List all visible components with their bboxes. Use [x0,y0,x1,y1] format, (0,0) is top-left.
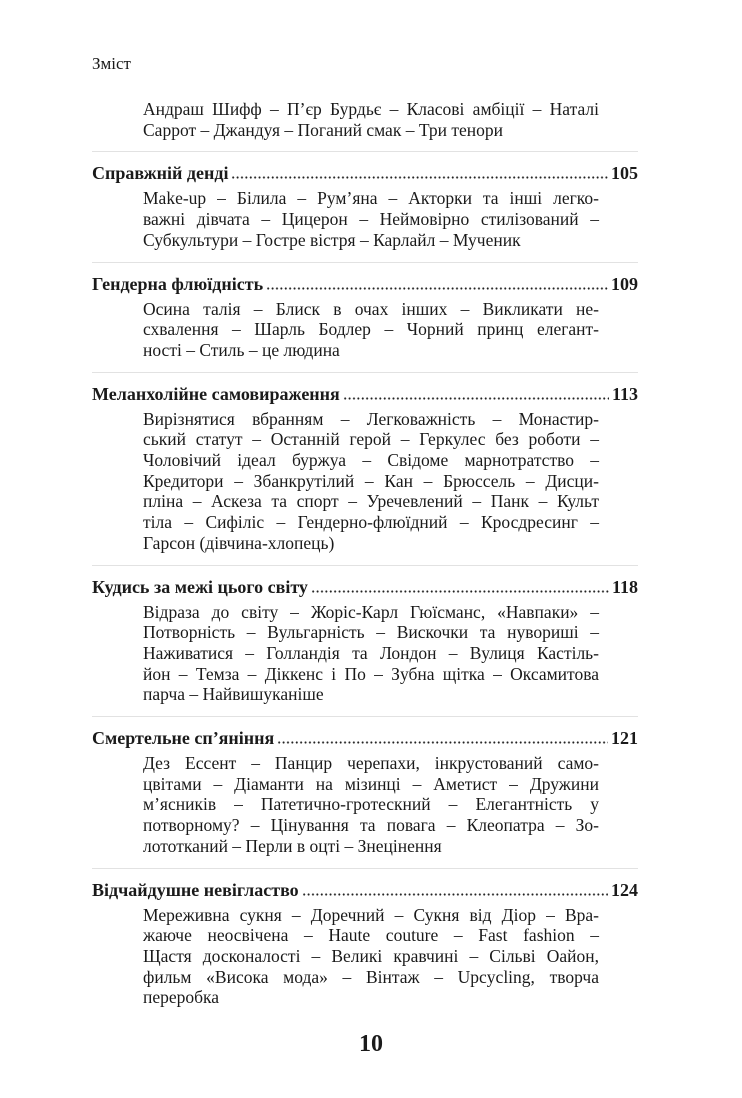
toc-entry [92,151,638,250]
chapter-page: 105 [611,163,638,184]
description-line: м’ясників – Патетично-гротескний – Елегантність у [143,794,599,815]
chapter-page: 109 [611,273,638,294]
description-line: ський статут – Останній герой – Геркулес без роботи – [143,429,599,450]
toc-entry [92,868,638,1009]
description-line: фильм «Висока мода» – Вінтаж – Upcycling, творча [143,966,599,987]
toc-heading[interactable] [92,384,638,405]
chapter-title: Смертельне сп’яніння [92,728,275,749]
chapter-description [143,905,599,1009]
chapter-description [143,602,599,706]
chapter-description [143,409,599,554]
description-line: потворному? – Цінування та повага – Клеопатра – Зо- [143,815,599,836]
description-line: цвітами – Діаманти на мізинці – Аметист – Дружини [143,773,599,794]
description-line: пліна – Аскеза та спорт – Уречевлений – Панк – Культ [143,491,599,512]
dot-leader [231,176,608,179]
dot-leader [343,397,609,400]
dot-leader [302,893,608,896]
dot-leader [266,287,608,290]
toc-heading[interactable] [92,728,638,749]
page-number: 10 [359,1031,383,1058]
chapter-title: Меланхолійне самовираження [92,383,340,404]
description-line: Саррот – Джандуя – Поганий смак – Три тенори [143,119,503,140]
description-line: лототканий – Перли в оцті – Знецінення [143,835,442,856]
chapter-page: 113 [611,383,638,404]
description-line: Осина талія – Блиск в очах інших – Викликати не- [143,298,599,319]
description-line: ності – Стиль – це людина [143,339,340,360]
description-line: жаюче неосвічена – Haute couture – Fast fashion – [143,925,599,946]
description-line: Чоловічий ідеал буржуа – Свідоме марнотратство – [143,450,599,471]
description-line: Субкультури – Гостре вістря – Карлайл – Мученик [143,229,521,250]
toc-heading[interactable] [92,577,638,598]
chapter-title: Відчайдушне невігластво [92,879,299,900]
toc-heading[interactable] [92,880,638,901]
intro-description [143,99,599,140]
description-line: Вирізнятися вбранням – Легковажність – Монастир- [143,408,599,429]
chapter-page: 121 [611,728,638,749]
toc-heading[interactable] [92,163,638,184]
description-line: Make-up – Білила – Рум’яна – Акторки та інші легко- [143,188,599,209]
description-line: переробка [143,987,220,1008]
chapter-description [143,753,599,857]
chapter-description [143,299,599,361]
description-line: Наживатися – Голландія та Лондон – Вулиця Кастіль- [143,642,599,663]
chapter-page: 118 [611,576,638,597]
toc-heading[interactable] [92,274,638,295]
description-line: Потворність – Вульгарність – Вискочки та нувориші – [143,622,599,643]
dot-leader [277,741,608,744]
toc-entry [92,716,638,857]
description-line: схвалення – Шарль Бодлер – Чорний принц елегант- [143,319,599,340]
description-line: важні дівчата – Цицерон – Неймовірно стилізований – [143,209,599,230]
toc-entry [92,262,638,361]
chapter-title: Гендерна флюїдність [92,273,264,294]
toc-entry [92,565,638,706]
chapter-title: Кудись за межі цього світу [92,576,308,597]
description-line: йон – Темза – Діккенс і По – Зубна щітка – Оксамитова [143,663,599,684]
description-line: парча – Найвишуканіше [143,684,324,705]
description-line: тіла – Сифіліс – Гендерно-флюїдний – Кросдресинг – [143,512,599,533]
description-line: Андраш Шифф – П’єр Бурдьє – Класові амбіції – Наталі [143,99,599,119]
table-of-contents [92,99,638,1098]
chapter-title: Справжній денді [92,163,229,184]
chapter-page: 124 [611,879,638,900]
dot-leader [311,590,609,593]
description-line: Щастя досконалості – Великі кравчині – Сільві Оайон, [143,945,599,966]
description-line: Дез Ессент – Панцир черепахи, інкрустований само- [143,753,599,774]
description-line: Кредитори – Збанкрутілий – Кан – Брюссель – Дисци- [143,470,599,491]
description-line: Відраза до світу – Жоріс-Карл Гюїсманс, «Навпаки» – [143,601,599,622]
chapter-description [143,188,599,250]
toc-entry [92,372,638,554]
running-head: Зміст [92,54,131,73]
description-line: Гарсон (дівчина-хлопець) [143,532,335,553]
description-line: Мереживна сукня – Доречний – Сукня від Діор – Вра- [143,904,599,925]
